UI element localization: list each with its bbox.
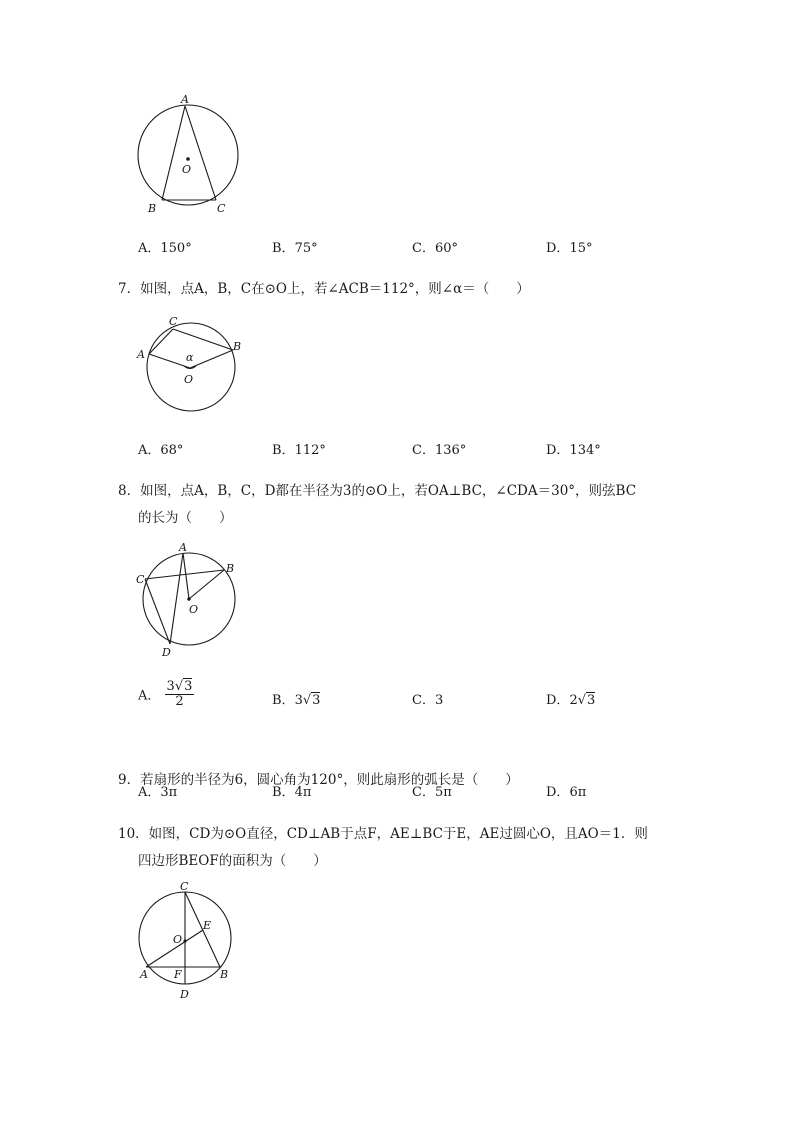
q6-option-c[interactable] xyxy=(412,237,458,256)
q8-option-a-denominator: 2 xyxy=(175,693,184,709)
q10-label-c: C xyxy=(180,882,189,893)
q6-option-a-text: 150° xyxy=(160,241,192,256)
q6-option-c-text: 60° xyxy=(434,241,458,256)
q7-stem: 7．如图，点A，B，C在⊙O上，若∠ACB＝112°，则∠α＝（ ） xyxy=(118,281,530,297)
q9-option-d-text: 6π xyxy=(569,785,587,800)
q6-line-ab xyxy=(162,106,185,200)
q8-line-cb xyxy=(145,570,224,579)
q8-option-a-numerator: 3√3 xyxy=(166,679,193,694)
q6-label-c: C xyxy=(217,202,226,215)
q8-option-d-letter: D． xyxy=(546,693,570,708)
q6-label-a: A xyxy=(181,93,189,106)
q8-option-b[interactable]: B．3√3 xyxy=(272,693,321,708)
q7-label-b: B xyxy=(233,340,242,353)
q7-label-o: O xyxy=(184,373,194,386)
q10-figure xyxy=(132,882,252,1004)
q8-label-o: O xyxy=(189,603,199,616)
q10-stem-line2: 四边形BEOF的面积为（ ） xyxy=(138,853,327,869)
q8-stem-line1: 8．如图，点A，B，C，D都在半径为3的⊙O上，若OA⊥BC，∠CDA＝30°，则弦BC xyxy=(118,483,637,499)
q8-option-b-coef: 3 xyxy=(294,693,303,708)
q8-label-d: D xyxy=(162,646,171,659)
q10-label-o: O xyxy=(173,933,183,946)
q10-label-b: B xyxy=(220,968,229,981)
q9-option-c-text: 5π xyxy=(434,785,452,800)
q7-option-a-text: 68° xyxy=(160,443,184,458)
q9-option-a-text: 3π xyxy=(160,785,178,800)
q7-option-b-letter: B． xyxy=(272,443,295,458)
q7-option-d-letter: D． xyxy=(546,443,570,458)
q8-stem-line2: 的长为（ ） xyxy=(138,510,233,526)
q10-label-f: F xyxy=(174,968,182,981)
q6-figure xyxy=(130,90,250,220)
q7-label-alpha: α xyxy=(186,351,194,364)
q6-option-c-letter: C． xyxy=(412,241,435,256)
q6-center-dot xyxy=(186,157,190,161)
q7-option-c-text: 136° xyxy=(434,443,467,458)
q7-option-b[interactable] xyxy=(272,439,326,458)
q8-option-b-radicand: 3 xyxy=(312,693,321,708)
q10-label-d: D xyxy=(180,988,189,1001)
q6-option-b-letter: B． xyxy=(272,241,295,256)
q8-option-c-text: 3 xyxy=(434,693,444,708)
q8-option-a[interactable] xyxy=(138,680,194,708)
q7-option-c[interactable] xyxy=(412,439,466,458)
q7-option-a-letter: A． xyxy=(138,443,161,458)
q8-option-a-radicand: 3 xyxy=(184,679,193,694)
q8-line-ad xyxy=(170,553,183,644)
q10-center-dot xyxy=(183,939,186,942)
q7-line-ob xyxy=(190,350,233,368)
q7-option-d-text: 134° xyxy=(569,443,601,458)
q9-option-a[interactable] xyxy=(138,781,177,800)
q8-option-a-fraction xyxy=(165,680,195,708)
q6-option-a[interactable] xyxy=(138,237,192,256)
q7-label-c: C xyxy=(169,315,178,328)
q8-option-d-coef: 2 xyxy=(569,693,578,708)
q8-option-c-letter: C． xyxy=(412,693,435,708)
q9-option-b[interactable] xyxy=(272,781,311,800)
q6-option-d-text: 15° xyxy=(569,241,593,256)
q6-circle xyxy=(138,105,238,205)
q6-option-d[interactable] xyxy=(546,237,592,256)
q6-line-ac xyxy=(185,106,216,200)
q8-option-d[interactable]: D．2√3 xyxy=(546,693,596,708)
q8-label-a: A xyxy=(179,541,187,554)
q9-stem: 9．若扇形的半径为6，圆心角为120°，则此扇形的弧长是（ ） xyxy=(118,772,519,788)
q8-center-dot xyxy=(187,597,191,601)
q6-label-b: B xyxy=(148,202,157,215)
q8-label-c: C xyxy=(136,573,145,586)
q7-line-ao xyxy=(149,354,190,368)
q8-line-ao xyxy=(183,553,189,599)
q8-label-b: B xyxy=(226,562,235,575)
q7-option-a[interactable] xyxy=(138,439,183,458)
q9-option-c-letter: C． xyxy=(412,785,435,800)
q8-option-d-radicand: 3 xyxy=(587,693,596,708)
q8-line-ob xyxy=(189,570,224,599)
q9-option-b-text: 4π xyxy=(294,785,312,800)
q7-option-c-letter: C． xyxy=(412,443,435,458)
q7-figure xyxy=(132,310,252,416)
q7-option-b-text: 112° xyxy=(294,443,326,458)
q6-option-b[interactable] xyxy=(272,237,318,256)
q9-option-d[interactable] xyxy=(546,781,586,800)
q10-label-a: A xyxy=(140,968,148,981)
q10-stem-line1: 10．如图，CD为⊙O直径，CD⊥AB于点F，AE⊥BC于E，AE过圆心O，且AO＝1．则 xyxy=(118,826,648,842)
q10-label-e: E xyxy=(203,919,212,932)
q8-option-a-letter: A． xyxy=(138,688,161,704)
q7-line-ac xyxy=(149,329,173,354)
q7-label-a: A xyxy=(137,348,145,361)
q6-option-a-letter: A． xyxy=(138,241,161,256)
q6-option-d-letter: D． xyxy=(546,241,570,256)
q7-option-d[interactable] xyxy=(546,439,601,458)
q8-line-cd xyxy=(145,579,170,644)
q8-option-b-letter: B． xyxy=(272,693,295,708)
q8-option-c[interactable] xyxy=(412,689,443,708)
q6-option-b-text: 75° xyxy=(294,241,318,256)
q8-figure xyxy=(132,540,252,660)
q9-option-b-letter: B． xyxy=(272,785,295,800)
q7-line-cb xyxy=(173,329,233,350)
q8-option-a-num-coef: 3 xyxy=(166,679,175,694)
q6-label-o: O xyxy=(182,163,192,176)
q9-option-c[interactable] xyxy=(412,781,452,800)
q9-option-a-letter: A． xyxy=(138,785,161,800)
q9-option-d-letter: D． xyxy=(546,785,570,800)
